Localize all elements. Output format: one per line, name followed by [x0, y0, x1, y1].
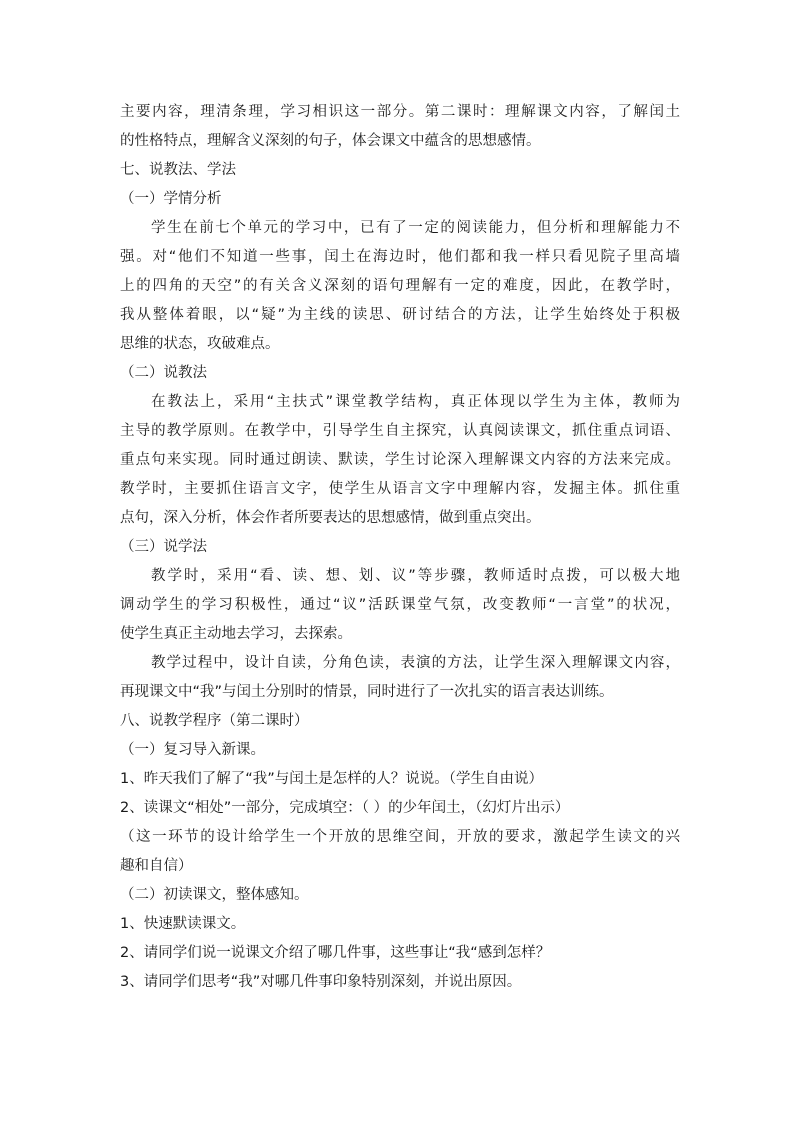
subsection-heading: （三）说学法	[120, 539, 207, 555]
body-line: 思维的状态，攻破难点。	[120, 336, 280, 352]
subsection-heading: （二）初读课文，整体感知。	[120, 887, 309, 903]
body-line: 上的四角的天空”的有关含义深刻的语句理解有一定的难度，因此，在教学时，	[120, 278, 680, 294]
document-body	[120, 98, 680, 997]
list-item: 1、昨天我们了解了“我”与闰土是怎样的人？说说。（学生自由说）	[120, 771, 543, 787]
body-line: 调动学生的学习积极性，通过“议”活跃课堂气氛，改变教师“一言堂”的状况，	[120, 597, 680, 613]
body-line: 重点句来实现。同时通过朗读、默读，学生讨论深入理解课文内容的方法来完成。	[120, 452, 680, 468]
section-heading: 八、说教学程序（第二课时）	[120, 713, 309, 729]
paragraph-first-line: 教学时，采用“看、读、想、划、议”等步骤，教师适时点拨，可以极大地	[151, 568, 680, 584]
body-line: 点句，深入分析，体会作者所要表达的思想感情，做到重点突出。	[120, 510, 541, 526]
body-line: 教学时，主要抓住语言文字，使学生从语言文字中理解内容，发掘主体。抓住重	[120, 481, 680, 497]
body-line: 趣和自信）	[120, 858, 193, 874]
body-line: 主导的教学原则。在教学中，引导学生自主探究，认真阅读课文，抓住重点词语、	[120, 423, 680, 439]
body-line: 的性格特点，理解含义深刻的句子，体会课文中蕴含的思想感情。	[120, 133, 541, 149]
section-heading: 七、说教法、学法	[120, 162, 236, 178]
body-line: 使学生真正主动地去学习，去探索。	[120, 626, 352, 642]
subsection-heading: （二）说教法	[120, 365, 207, 381]
paragraph-first-line: 学生在前七个单元的学习中，已有了一定的阅读能力，但分析和理解能力不	[151, 220, 680, 236]
list-item: 2、请同学们说一说课文介绍了哪几件事，这些事让“我“感到怎样？	[120, 945, 551, 961]
list-item: 3、请同学们思考“我”对哪几件事印象特别深刻，并说出原因。	[120, 974, 522, 990]
subsection-heading: （一）复习导入新课。	[120, 742, 265, 758]
body-line: 再现课文中“我”与闰土分别时的情景，同时进行了一次扎实的语言表达训练。	[120, 684, 614, 700]
body-line: 主要内容，理清条理，学习相识这一部分。第二课时：理解课文内容，了解闰土	[120, 104, 680, 120]
body-line: （这一环节的设计给学生一个开放的思维空间，开放的要求，激起学生读文的兴	[120, 829, 680, 845]
paragraph-first-line: 教学过程中，设计自读，分角色读，表演的方法，让学生深入理解课文内容，	[151, 655, 680, 671]
body-line: 强。对“他们不知道一些事，闰土在海边时，他们都和我一样只看见院子里高墙	[120, 249, 680, 265]
paragraph-first-line: 在教法上，采用“主扶式”课堂教学结构，真正体现以学生为主体，教师为	[151, 394, 680, 410]
subsection-heading: （一）学情分析	[120, 191, 222, 207]
list-item: 2、读课文“相处”一部分，完成填空：（ ）的少年闰土，（幻灯片出示）	[120, 800, 570, 816]
list-item: 1、快速默读课文。	[120, 916, 246, 932]
body-line: 我从整体着眼，以“疑”为主线的读思、研讨结合的方法，让学生始终处于积极	[120, 307, 680, 323]
